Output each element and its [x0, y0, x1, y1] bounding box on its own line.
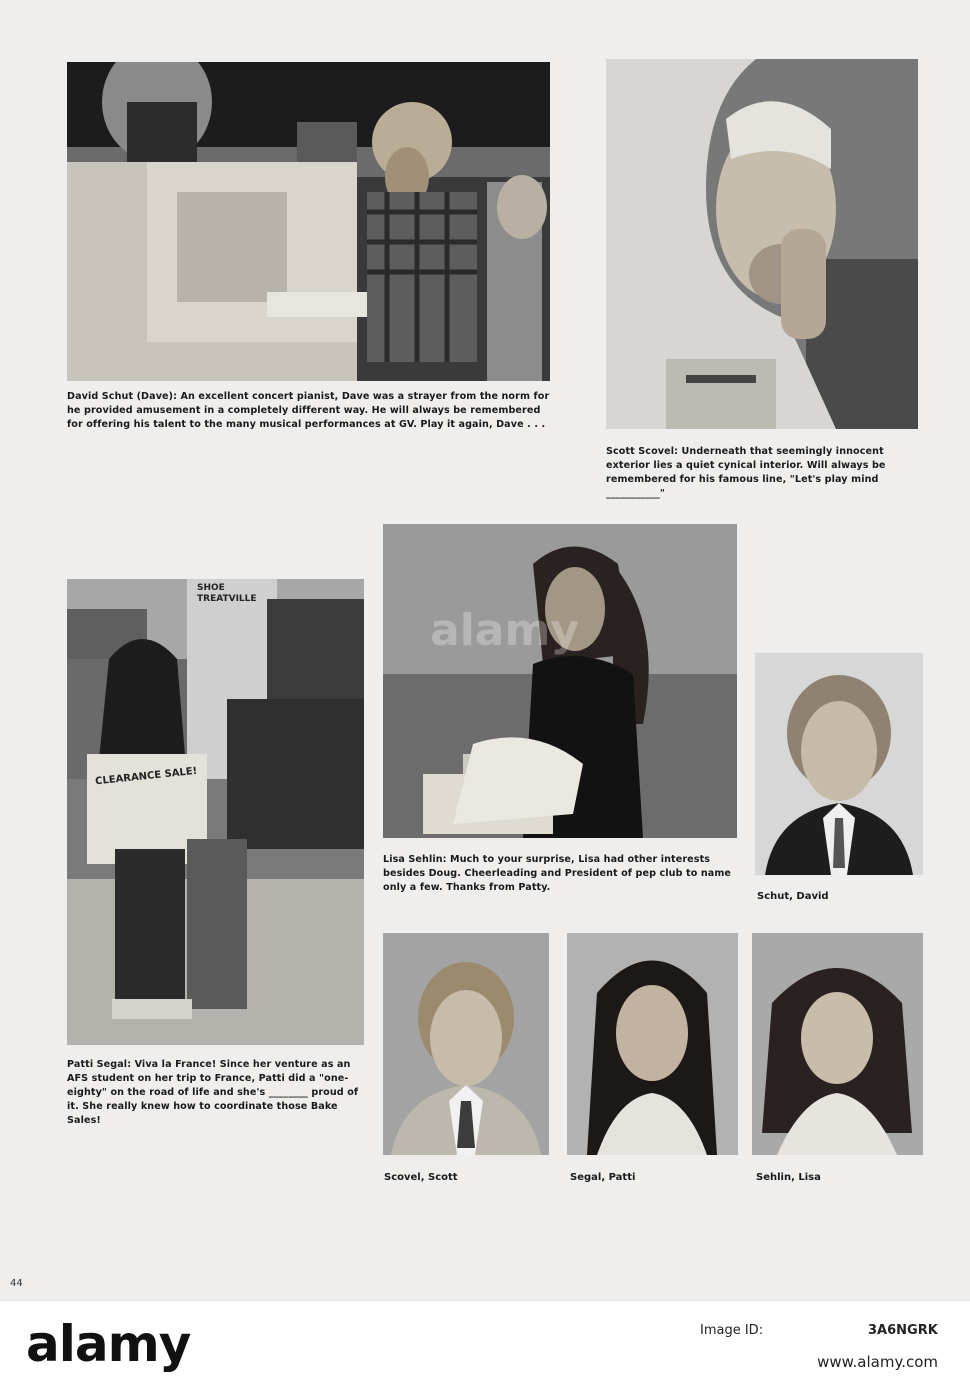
classroom-candid-photo	[383, 524, 737, 838]
schut-name-label: Schut, David	[757, 891, 829, 902]
footer-url[interactable]: www.alamy.com	[817, 1353, 938, 1371]
watermark: alamy	[430, 605, 579, 656]
segal-caption: Patti Segal: Viva la France! Since her venture as an AFS student on her trip to France, Patti did a "one-eighty" on the road of life and she's ________ proud of it. She really knew how to coordinate those Bake Sales!	[67, 1059, 359, 1126]
image-id-label: Image ID:	[700, 1323, 764, 1338]
alamy-logo[interactable]: alamy	[26, 1315, 191, 1373]
scovel-caption: Scott Scovel: Underneath that seemingly innocent exterior lies a quiet cynical interior. Will always be remembered for his famous line, "Let's play mind ___________"	[606, 446, 886, 499]
sehlin-caption: Lisa Sehlin: Much to your surprise, Lisa had other interests besides Doug. Cheerleading and President of pep club to name only a few. Thanks from Patty.	[383, 854, 732, 893]
sehlin-name-label: Sehlin, Lisa	[756, 1172, 821, 1183]
newspaper-street-photo	[67, 579, 364, 1045]
page-number: 44	[10, 1278, 23, 1289]
hoodie-apple-photo	[606, 59, 918, 429]
stock-footer	[0, 1300, 970, 1391]
scovel-portrait	[383, 933, 549, 1155]
newspaper-headline: CLEARANCE SALE!	[94, 765, 198, 788]
segal-name-label: Segal, Patti	[570, 1172, 636, 1183]
schut-portrait	[755, 653, 923, 875]
piano-candid-photo	[67, 62, 550, 381]
schut-caption: David Schut (Dave): An excellent concert pianist, Dave was a strayer from the norm for he provided amusement in a completely different way. He will always be remembered for offering his talent to the many musical performances at GV. Play it again, Dave . . .	[67, 391, 550, 430]
sehlin-portrait	[752, 933, 923, 1155]
image-id-value: 3A6NGRK	[868, 1323, 938, 1338]
scovel-name-label: Scovel, Scott	[384, 1172, 458, 1183]
segal-portrait	[567, 933, 738, 1155]
store-sign: SHOE TREATVILLE	[197, 583, 257, 604]
